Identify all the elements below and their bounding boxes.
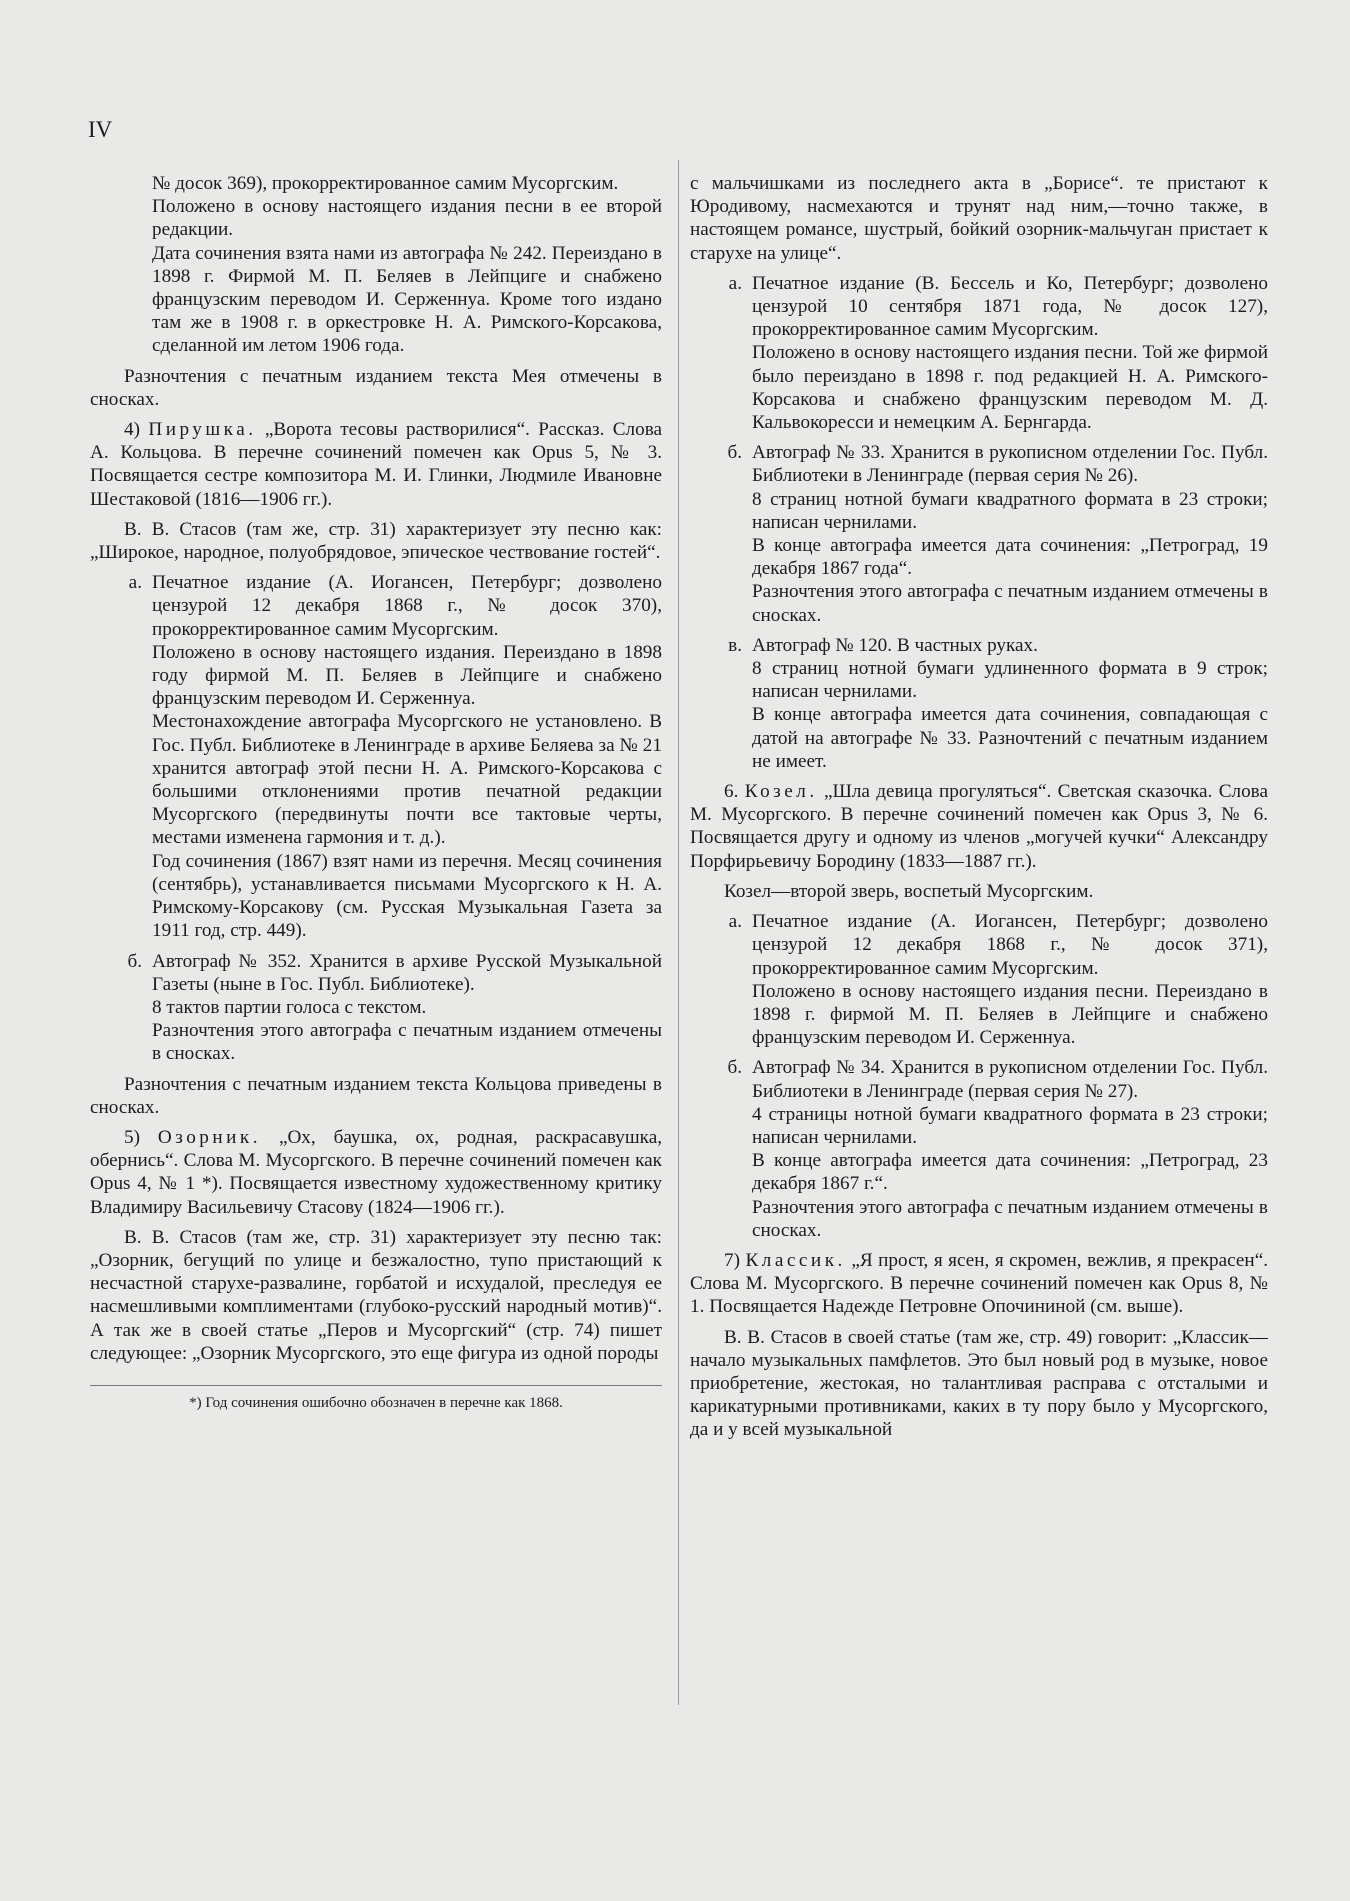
left-column: [90, 172, 662, 1413]
song-description: „Шла девица прогуляться“. Светская сказочка. Слова М. Мусоргского. В перечне сочинений помечен как Opus 3, № 6. Посвящается другу и одному из членов „могучей кучки“ Александру Порфирьевичу Бородину (1833—1887 гг.).: [690, 781, 1268, 872]
continued-item: [90, 172, 662, 358]
paragraph-variants-koltsov: Разночтения с печатным изданием текста Кольцова приведены в сносках.: [90, 1073, 662, 1118]
page-number: IV: [88, 117, 113, 142]
item-line: 8 страниц нотной бумаги удлиненного формата в 9 строк; написан чернилами.: [752, 658, 1268, 703]
item-a-printed-edition: [690, 272, 1268, 434]
item-line: Автограф № 33. Хранится в рукописном отделении Гос. Публ. Библиотеки в Ленинграде (первая серия № 26).: [752, 442, 1268, 487]
item-line: Разночтения этого автографа с печатным изданием отмечены в сносках.: [752, 581, 1268, 626]
item-line: 8 тактов партии голоса с текстом.: [152, 996, 427, 1018]
item-line: Год сочинения (1867) взят нами из перечня. Месяц сочинения (сентябрь), устанавливается письмами Мусоргского к Н. А. Римскому-Корсакову (см. Русская Музыкальная Газета за 1911 год, стр. 449).: [152, 850, 662, 942]
song-title: Пирушка.: [148, 419, 257, 441]
item-line: Автограф № 352. Хранится в архиве Русской Музыкальной Газеты (ныне в Гос. Публ. Библиотеке).: [152, 950, 662, 995]
item-line: № досок 369), прокорректированное самим Мусоргским.: [152, 173, 619, 194]
item-b-autograph: [690, 441, 1268, 627]
item-line: Положено в основу настоящего издания песни. Переиздано в 1898 г. фирмой М. П. Беляев в Лейпциге и снабжено французским переводом И. Серженнуа.: [752, 980, 1268, 1049]
item-line: Местонахождение автографа Мусоргского не установлено. В Гос. Публ. Библиотеке в Ленинграде в архиве Беляева за № 21 хранится автограф этой песни Н. А. Римского-Корсакова с большими отклонениями против печатной редакции Мусоргского (передвинуты почти все тактовые черты, местами изменена гармония и т. д.).: [152, 711, 662, 849]
song-description: „Ворота тесовы растворилися“. Рассказ. Слова А. Кольцова. В перечне сочинений помечен как Opus 5, № 3. Посвящается сестре композитора М. И. Глинки, Людмиле Ивановне Шестаковой (1816—1906 гг.).: [90, 419, 663, 510]
item-marker: а.: [728, 911, 742, 933]
item-line: Положено в основу настоящего издания. Переиздано в 1898 году фирмой М. П. Беляев в Лейпциге и снабжено французским переводом И. Серженнуа.: [152, 641, 662, 710]
item-line: Разночтения этого автографа с печатным изданием отмечены в сносках.: [152, 1020, 662, 1065]
item-line: Автограф № 120. В частных руках.: [752, 634, 1038, 656]
paragraph-variants-mei: Разночтения с печатным изданием текста Мея отмечены в сносках.: [90, 365, 662, 410]
item-marker: б.: [127, 950, 142, 972]
item-a-printed-edition: [690, 910, 1268, 1049]
footnote-rule: [90, 1385, 662, 1386]
song-number: 4): [124, 419, 140, 441]
song-description: „Ох, баушка, ох, родная, раскрасавушка, обернись“. Слова М. Мусоргского. В перечне сочинений помечен как Opus 4, № 1 *). Посвящается известному художественному критику Владимиру Васильевичу Стасову (1824—1906 гг.).: [90, 1126, 663, 1218]
paragraph-stasov-klassik: В. В. Стасов в своей статье (там же, стр. 49) говорит: „Классик—начало музыкальных памфлетов. Это был новый род в музыке, новое приобретение, жестокая, но талантливая расправа с отсталыми и карикатурными противниками, каких в ту пору было у Мусоргского, да и у всей музыкальной: [690, 1326, 1268, 1441]
song-entry-kozel: [690, 780, 1268, 873]
item-line: Печатное издание (А. Иогансен, Петербург; дозволено цензурой 12 декабря 1868 г., № досок 370), прокорректированное самим Мусоргским.: [152, 572, 662, 640]
item-marker: в.: [728, 634, 742, 656]
song-entry-klassik: [690, 1249, 1268, 1319]
column-divider: [678, 160, 679, 1705]
song-number: 7): [724, 1249, 740, 1271]
song-entry-pirushka: [90, 418, 662, 511]
item-marker: б.: [727, 1057, 742, 1079]
song-number: 5): [124, 1126, 140, 1148]
song-description: „Я прост, я ясен, я скромен, вежлив, я прекрасен“. Слова М. Мусоргского. В перечне сочинений помечен как Opus 8, № 1. Посвящается Надежде Петровне Опочининой (см. выше).: [690, 1249, 1269, 1318]
item-b-autograph: [690, 1056, 1268, 1242]
item-v-autograph: [690, 634, 1268, 773]
paragraph-continuation: с мальчишками из последнего акта в „Борисе“. те пристают к Юродивому, насмехаются и трунят над ним,—точно также, в настоящем романсе, шустрый, бойкий озорник-мальчуган пристает к старухе на улице“.: [690, 173, 1268, 264]
song-title: Озорник.: [157, 1126, 262, 1148]
item-line: Печатное издание (В. Бессель и Ко, Петербург; дозволено цензурой 10 сентября 1871 года, № досок 127), прокорректированное самим Мусоргским.: [752, 272, 1268, 341]
item-line: Автограф № 34. Хранится в рукописном отделении Гос. Публ. Библиотеки в Ленинграде (первая серия № 27).: [752, 1057, 1268, 1102]
item-line: 8 страниц нотной бумаги квадратного формата в 23 строки; написан чернилами.: [752, 488, 1268, 533]
item-a-printed-edition: [90, 571, 662, 942]
item-line: Печатное издание (А. Иогансен, Петербург; дозволено цензурой 12 декабря 1868 г., № досок 371), прокорректированное самим Мусоргским.: [752, 911, 1268, 979]
item-b-autograph: [90, 950, 662, 1066]
item-line: Положено в основу настоящего издания песни. Той же фирмой было переиздано в 1898 г. под редакцией Н. А. Римского-Корсакова и снабжено французским переводом М. Д. Кальвокоресси и немецким А. Бернгарда.: [752, 342, 1268, 434]
song-number: 6.: [724, 781, 739, 803]
right-column: [690, 172, 1268, 1449]
item-line: В конце автографа имеется дата сочинения: „Петроград, 19 декабря 1867 года“.: [752, 535, 1268, 580]
footnote: *) Год сочинения ошибочно обозначен в перечне как 1868.: [189, 1394, 563, 1411]
item-line: В конце автографа имеется дата сочинения, совпадающая с датой на автографе № 33. Разночтений с печатным изданием не имеет.: [752, 704, 1268, 772]
song-title: Классик.: [745, 1249, 846, 1271]
item-line: Разночтения этого автографа с печатным изданием отмечены в сносках.: [752, 1196, 1268, 1241]
item-marker: б.: [727, 442, 742, 464]
paragraph-kozel-note: Козел—второй зверь, воспетый Мусоргским.: [724, 880, 1094, 902]
item-line: В конце автографа имеется дата сочинения: „Петроград, 23 декабря 1867 г.“.: [752, 1150, 1268, 1195]
item-line: Дата сочинения взята нами из автографа № 242. Переиздано в 1898 г. Фирмой М. П. Беляев в Лейпциге и снабжено французским переводом И. Серженнуа. Кроме того издано там же в 1908 г. в оркестровке Н. А. Римского-Корсакова, сделанной им летом 1906 года.: [152, 242, 662, 357]
item-line: Положено в основу настоящего издания песни в ее второй редакции.: [152, 196, 662, 241]
song-entry-ozornik: [90, 1126, 662, 1219]
item-marker: а.: [728, 272, 742, 294]
item-line: 4 страницы нотной бумаги квадратного формата в 23 строки; написан чернилами.: [752, 1103, 1268, 1148]
item-marker: а.: [128, 572, 142, 594]
paragraph-stasov-ozornik: В. В. Стасов (там же, стр. 31) характеризует эту песню так: „Озорник, бегущий по улице и безжалостно, тупо пристающий к несчастной старухе-развалине, горбатой и исхудалой, преследуя ее насмешливыми комплиментами (глубоко-русский народный мотив)“. А так же в своей статье „Перов и Мусоргский“ (стр. 74) пишет следующее: „Озорник Мусоргского, это еще фигура из одной породы: [90, 1226, 662, 1364]
paragraph-stasov-quote: В. В. Стасов (там же, стр. 31) характеризует эту песню как: „Широкое, народное, полуобрядовое, эпическое чествование гостей“.: [90, 518, 662, 564]
song-title: Козел.: [744, 781, 818, 803]
